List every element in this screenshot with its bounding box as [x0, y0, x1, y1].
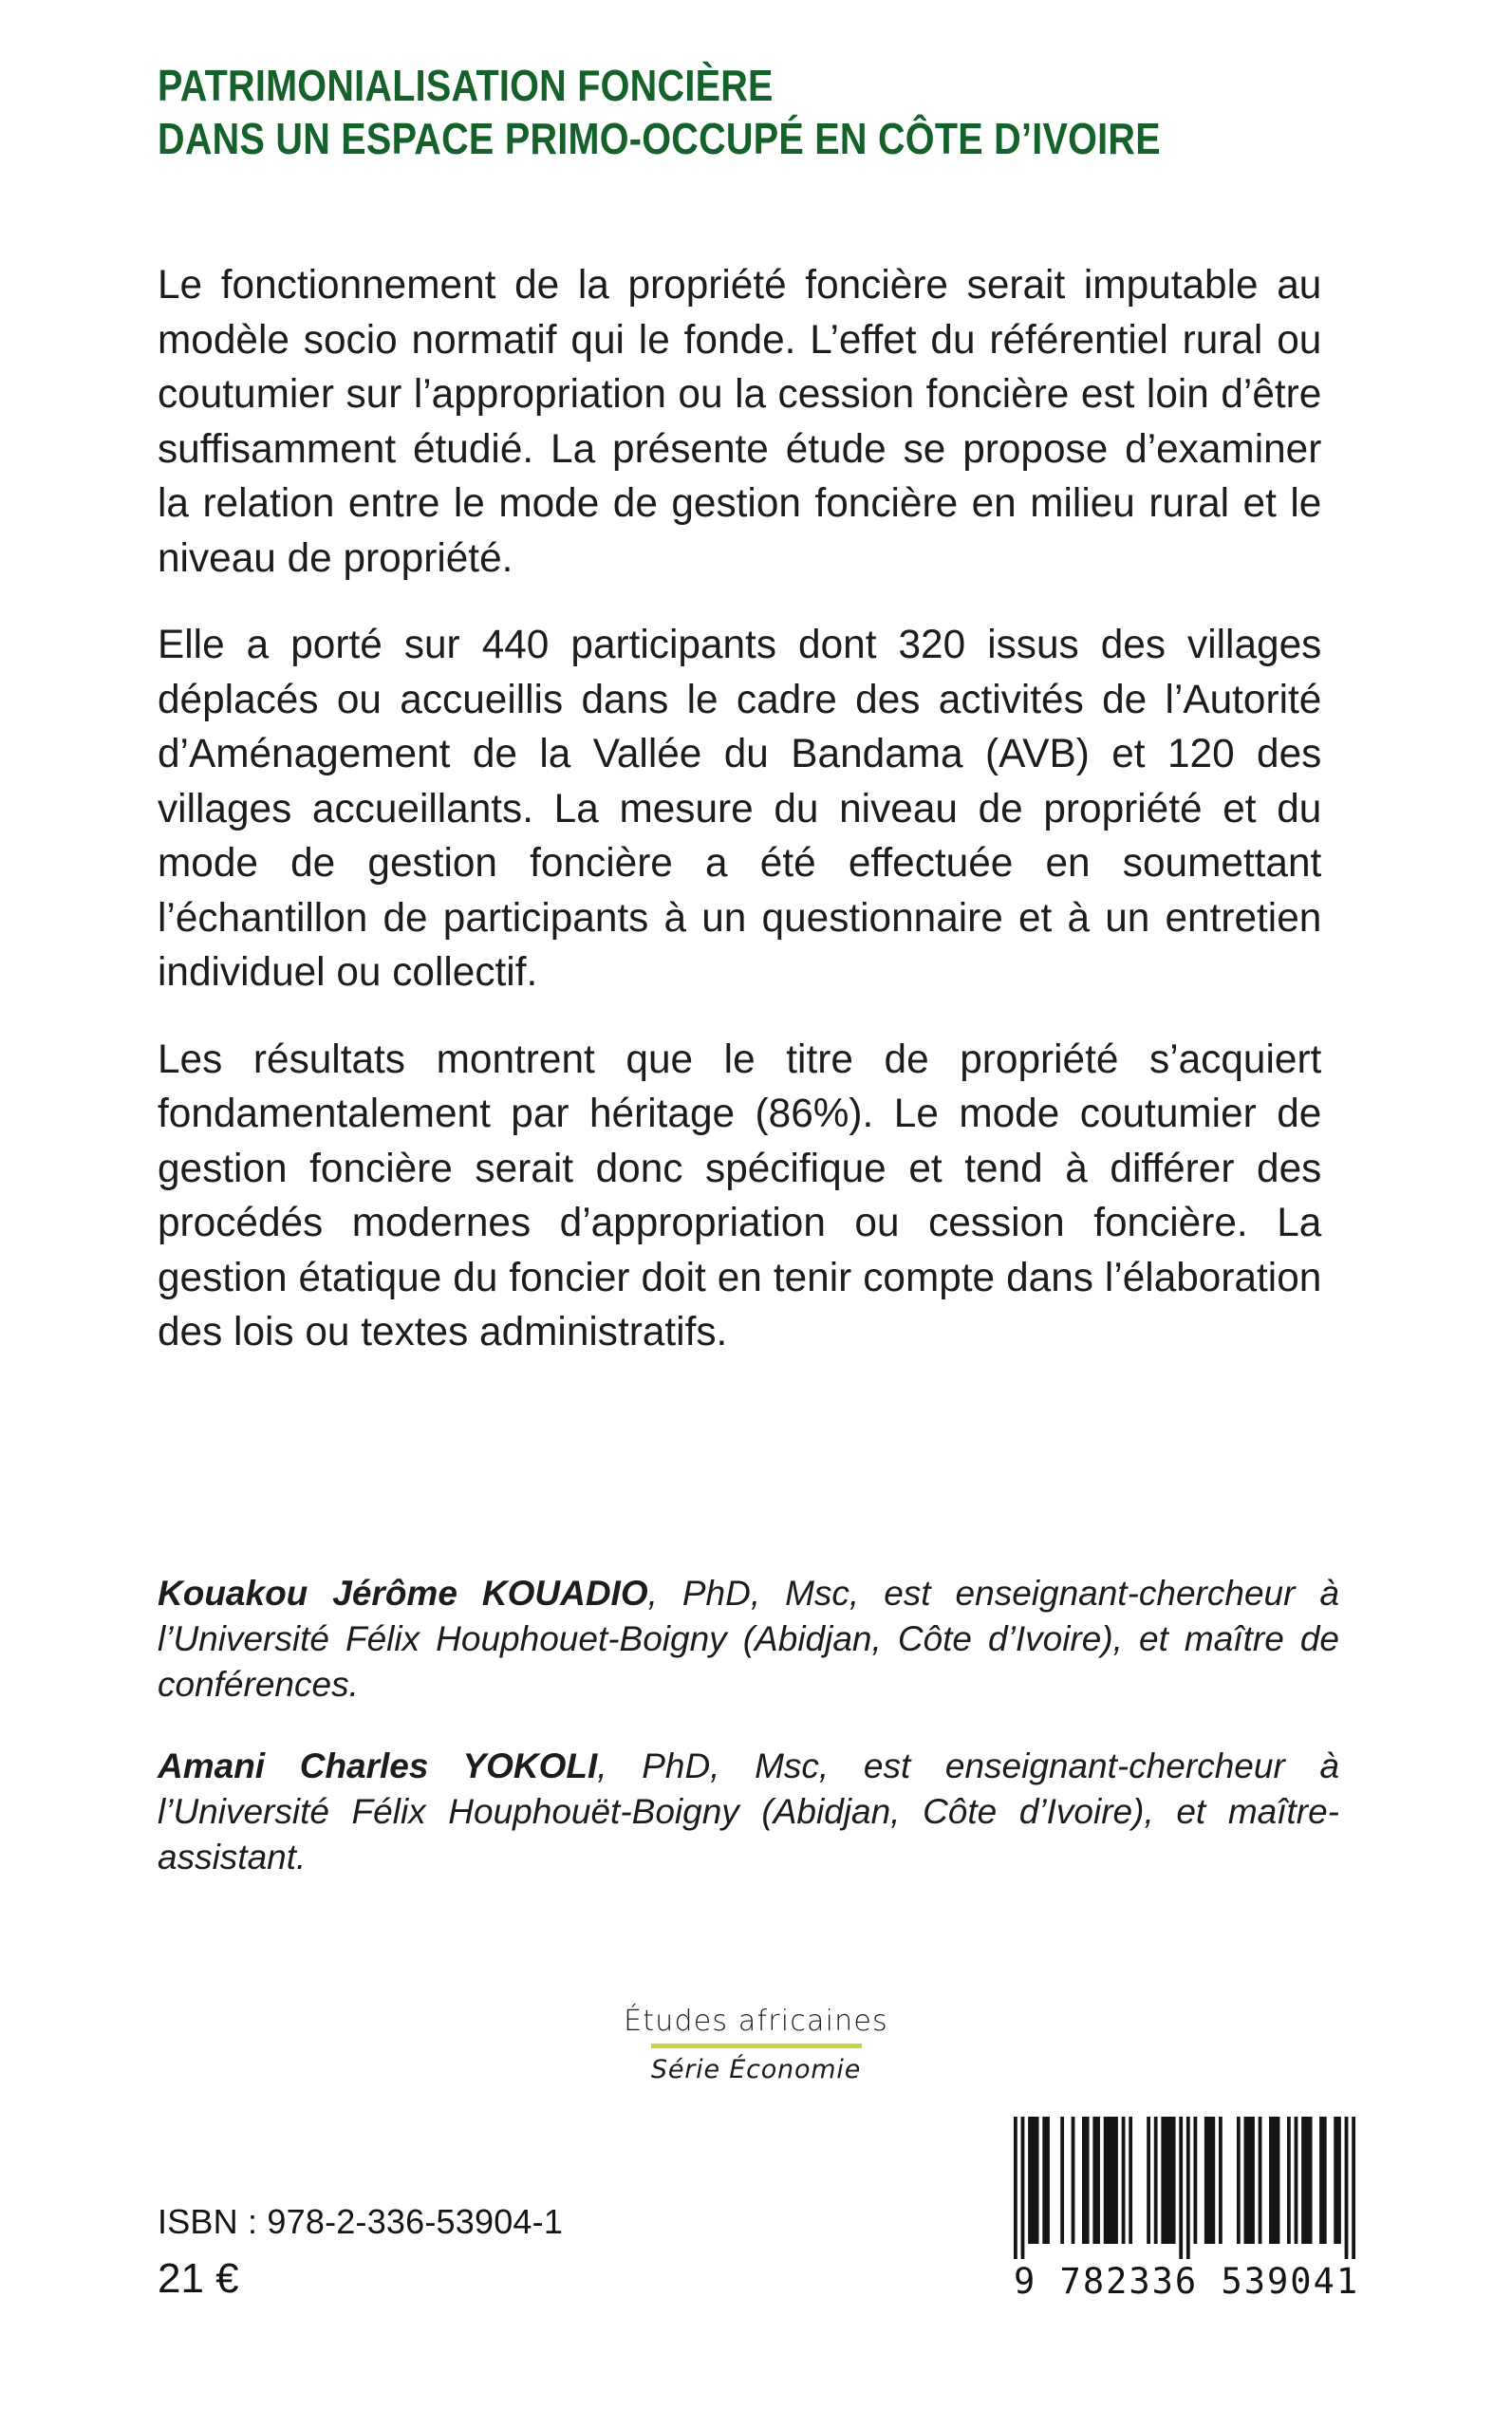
collection-series: Série Économie [650, 2055, 862, 2084]
author-bios [158, 1571, 1339, 1880]
author-name-2: Amani Charles YOKOLI [158, 1746, 598, 1785]
barcode-digits: 9 782336 539041 [1014, 2261, 1360, 2302]
collection-rule [651, 2044, 862, 2048]
barcode-bars-icon [1014, 2117, 1355, 2259]
price-text: 21 € [158, 2255, 239, 2302]
barcode [1014, 2117, 1360, 2302]
author-bio-2 [158, 1744, 1339, 1880]
title-line-1: PATRIMONIALISATION FONCIÈRE [158, 61, 774, 110]
summary-paragraph-3: Les résultats montrent que le titre de propriété s’acquiert fondamentalement par héritage (86%). Le mode coutumier de gestion foncière serait donc spécifique et tend à différer des procédés modernes d’appropriation ou cession foncière. La gestion étatique du foncier doit en tenir compte dans l’élaboration des lois ou textes administratifs. [158, 1036, 1322, 1354]
title-line-2: DANS UN ESPACE PRIMO-OCCUPÉ EN CÔTE D’IVOIRE [158, 114, 1161, 163]
isbn-text: ISBN : 978-2-336-53904-1 [158, 2202, 564, 2241]
author-bio-1 [158, 1571, 1339, 1708]
page-title [158, 59, 1353, 165]
collection-logo [0, 2005, 1512, 2086]
summary-text [158, 258, 1339, 1360]
author-bio-text-1: , PhD, Msc, est enseignant-chercheur à l’Université Félix Houphouet-Boigny (Abidjan, Côte d’Ivoire), et maître de conférences. [158, 1574, 1339, 1704]
author-name-1: Kouakou Jérôme KOUADIO [158, 1574, 648, 1613]
author-bio-text-2: , PhD, Msc, est enseignant-chercheur à l’Université Félix Houphouët-Boigny (Abidjan, Côte d’Ivoire), et maître-assistant. [158, 1746, 1339, 1877]
collection-name: Études africaines [624, 2005, 888, 2038]
summary-paragraph-2: Elle a porté sur 440 participants dont 320 issus des villages déplacés ou accueillis dans le cadre des activités de l’Autorité d’Aménagement de la Vallée du Bandama (AVB) et 120 des villages accueillants. La mesure du niveau de propriété et du mode de gestion foncière a été effectuée en soumettant l’échantillon de participants à un questionnaire et à un entretien individuel ou collectif. [158, 622, 1322, 995]
summary-paragraph-1: Le fonctionnement de la propriété foncière serait imputable au modèle socio normatif qui le fonde. L’effet du référentiel rural ou coutumier sur l’appropriation ou la cession foncière est loin d’être suffisamment étudié. La présente étude se propose d’examiner la relation entre le mode de gestion foncière en milieu rural et le niveau de propriété. [158, 262, 1322, 581]
isbn-price-block [158, 2200, 563, 2306]
